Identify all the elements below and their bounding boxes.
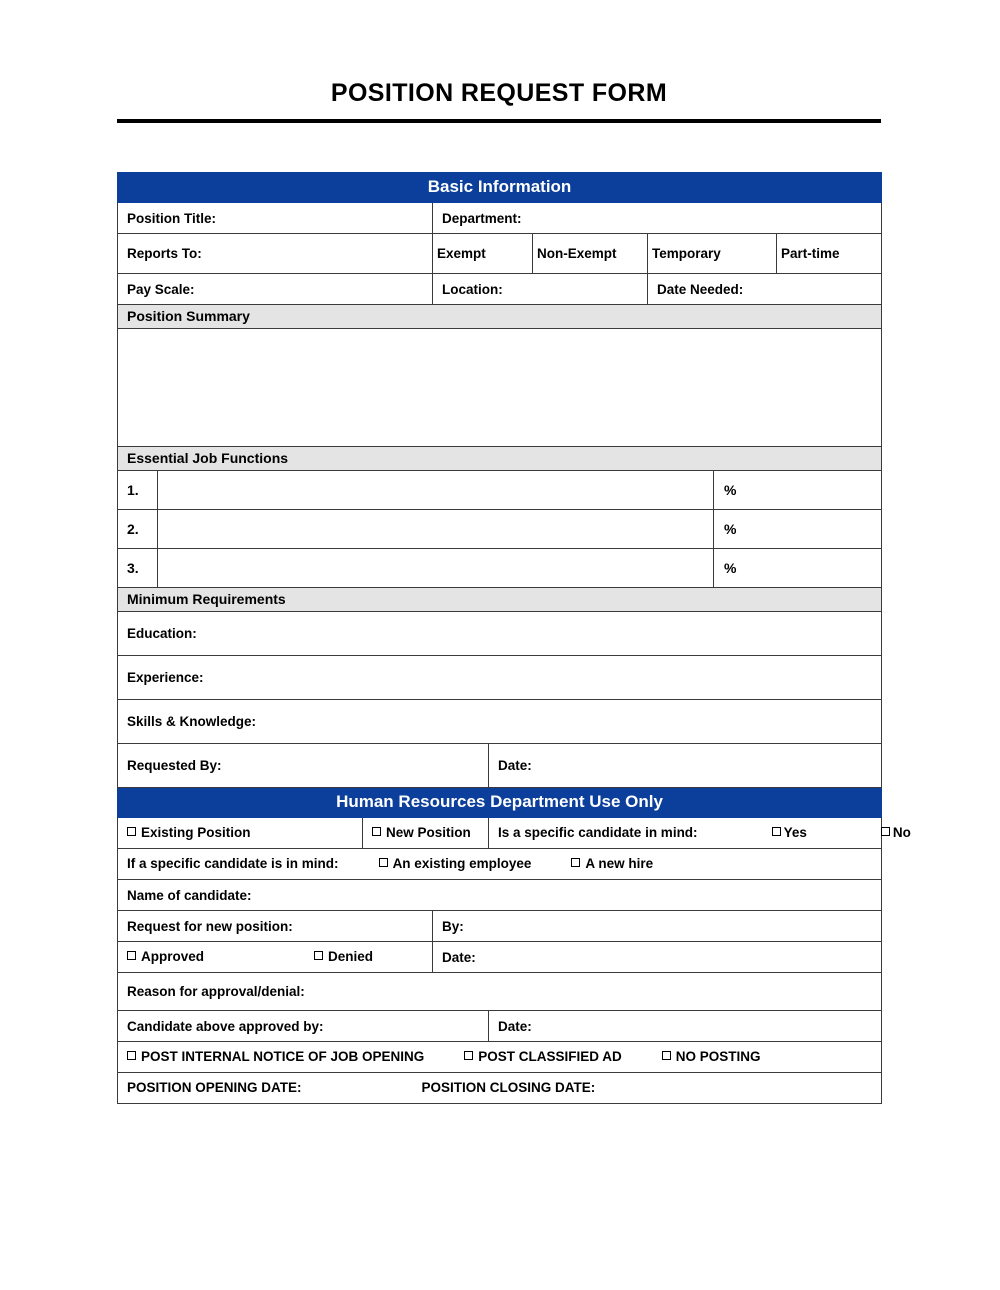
department-label: Department: bbox=[442, 210, 522, 226]
reports-to-label: Reports To: bbox=[127, 246, 202, 261]
checkbox-icon[interactable] bbox=[127, 827, 136, 836]
education-cell[interactable] bbox=[118, 612, 882, 656]
position-summary-header-row bbox=[118, 305, 882, 329]
position-closing-date-label: POSITION CLOSING DATE: bbox=[421, 1080, 596, 1095]
experience-cell[interactable] bbox=[118, 656, 882, 700]
position-request-form-table bbox=[117, 172, 911, 1104]
position-summary-header-label: Position Summary bbox=[127, 308, 250, 324]
existing-position-cell[interactable] bbox=[118, 818, 363, 849]
reason-label: Reason for approval/denial: bbox=[127, 984, 305, 999]
pay-scale-label: Pay Scale: bbox=[127, 281, 195, 297]
name-of-candidate-label: Name of candidate: bbox=[127, 887, 252, 903]
date-needed-cell[interactable] bbox=[648, 274, 882, 305]
candidate-source-row bbox=[118, 849, 882, 880]
requested-by-row bbox=[118, 744, 882, 788]
essential-job-functions-header-row bbox=[118, 447, 882, 471]
exempt-label: Exempt bbox=[437, 246, 486, 261]
post-classified-label: POST CLASSIFIED AD bbox=[478, 1049, 622, 1064]
date-needed-label: Date Needed: bbox=[657, 281, 744, 297]
request-for-new-position-cell[interactable] bbox=[118, 911, 433, 942]
hr-use-only-header-label: Human Resources Department Use Only bbox=[336, 792, 663, 811]
pay-scale-row bbox=[118, 274, 882, 305]
part-time-cell[interactable] bbox=[777, 234, 882, 274]
specific-candidate-no-label: No bbox=[892, 825, 911, 840]
existing-employee-label: An existing employee bbox=[392, 856, 532, 871]
location-label: Location: bbox=[442, 281, 503, 297]
job-function-row bbox=[118, 549, 882, 588]
job-function-percent: % bbox=[724, 482, 737, 498]
education-label: Education: bbox=[127, 626, 197, 641]
request-by-label: By: bbox=[442, 918, 464, 934]
reason-cell[interactable] bbox=[118, 973, 882, 1011]
checkbox-icon[interactable] bbox=[314, 951, 323, 960]
job-function-percent-cell[interactable] bbox=[714, 549, 882, 588]
candidate-approved-by-cell[interactable] bbox=[118, 1011, 489, 1042]
posting-dates-cell[interactable] bbox=[118, 1073, 882, 1104]
job-function-percent: % bbox=[724, 521, 737, 537]
job-function-row bbox=[118, 510, 882, 549]
specific-candidate-group bbox=[489, 820, 911, 846]
experience-label: Experience: bbox=[127, 670, 204, 685]
position-opening-date-label: POSITION OPENING DATE: bbox=[127, 1080, 302, 1095]
posting-dates-row bbox=[118, 1073, 882, 1104]
approved-label: Approved bbox=[141, 949, 205, 964]
job-function-text-cell[interactable] bbox=[158, 510, 714, 549]
basic-information-header-row bbox=[118, 173, 882, 203]
job-function-percent-cell[interactable] bbox=[714, 471, 882, 510]
checkbox-icon[interactable] bbox=[127, 1051, 136, 1060]
requested-by-cell[interactable] bbox=[118, 744, 489, 788]
position-summary-input-area[interactable] bbox=[118, 329, 882, 447]
checkbox-icon[interactable] bbox=[379, 858, 388, 867]
specific-candidate-yes-label: Yes bbox=[783, 825, 807, 840]
minimum-requirements-header-label: Minimum Requirements bbox=[127, 591, 286, 607]
posting-options-row bbox=[118, 1042, 882, 1073]
request-for-new-position-label: Request for new position: bbox=[127, 918, 293, 934]
posting-options-cell[interactable] bbox=[118, 1042, 882, 1073]
requested-date-label: Date: bbox=[498, 758, 532, 773]
non-exempt-label: Non-Exempt bbox=[537, 246, 617, 261]
posting-options-group bbox=[118, 1044, 881, 1070]
checkbox-icon[interactable] bbox=[127, 951, 136, 960]
experience-row bbox=[118, 656, 882, 700]
new-position-cell[interactable] bbox=[363, 818, 489, 849]
new-position-label: New Position bbox=[386, 825, 471, 840]
location-cell[interactable] bbox=[433, 274, 648, 305]
checkbox-icon[interactable] bbox=[464, 1051, 473, 1060]
approval-options-group bbox=[118, 944, 432, 970]
checkbox-icon[interactable] bbox=[772, 827, 781, 836]
approval-decision-row bbox=[118, 942, 882, 973]
name-of-candidate-row bbox=[118, 880, 882, 911]
new-hire-label: A new hire bbox=[585, 856, 654, 871]
specific-candidate-cell[interactable] bbox=[489, 818, 911, 849]
temporary-cell[interactable] bbox=[648, 234, 777, 274]
candidate-approved-date-cell[interactable] bbox=[489, 1011, 882, 1042]
checkbox-icon[interactable] bbox=[881, 827, 890, 836]
job-function-number-cell bbox=[118, 549, 158, 588]
basic-information-header-label: Basic Information bbox=[427, 177, 572, 196]
existing-position-option[interactable] bbox=[118, 820, 362, 846]
position-title-label: Position Title: bbox=[127, 210, 217, 226]
job-function-percent: % bbox=[724, 560, 737, 576]
candidate-approved-by-label: Candidate above approved by: bbox=[127, 1018, 324, 1034]
decision-date-cell[interactable] bbox=[433, 942, 882, 973]
job-function-percent-cell[interactable] bbox=[714, 510, 882, 549]
skills-knowledge-row bbox=[118, 700, 882, 744]
post-internal-label: POST INTERNAL NOTICE OF JOB OPENING bbox=[141, 1049, 425, 1064]
candidate-source-group bbox=[118, 851, 881, 877]
part-time-label: Part-time bbox=[781, 246, 840, 261]
job-function-number: 2. bbox=[127, 521, 139, 537]
position-type-row bbox=[118, 818, 882, 849]
approval-options-cell[interactable] bbox=[118, 942, 433, 973]
reports-to-cell[interactable] bbox=[118, 234, 433, 274]
hr-use-only-header-row bbox=[118, 788, 882, 818]
exempt-cell[interactable] bbox=[433, 234, 533, 274]
title-divider bbox=[117, 119, 881, 123]
essential-job-functions-header-cell bbox=[118, 447, 882, 471]
request-by-cell[interactable] bbox=[433, 911, 882, 942]
minimum-requirements-header-cell bbox=[118, 588, 882, 612]
skills-knowledge-cell[interactable] bbox=[118, 700, 882, 744]
position-title-cell[interactable] bbox=[118, 203, 433, 234]
requested-date-cell[interactable] bbox=[489, 744, 882, 788]
name-of-candidate-cell[interactable] bbox=[118, 880, 882, 911]
position-title-row bbox=[118, 203, 882, 234]
checkbox-icon[interactable] bbox=[571, 858, 580, 867]
job-function-number: 3. bbox=[127, 560, 139, 576]
decision-date-label: Date: bbox=[442, 949, 476, 965]
temporary-label: Temporary bbox=[652, 246, 721, 261]
job-function-row bbox=[118, 471, 882, 510]
candidate-approved-by-row bbox=[118, 1011, 882, 1042]
education-row bbox=[118, 612, 882, 656]
job-function-number-cell bbox=[118, 471, 158, 510]
job-function-number-cell bbox=[118, 510, 158, 549]
essential-job-functions-header-label: Essential Job Functions bbox=[127, 450, 289, 466]
pay-scale-cell[interactable] bbox=[118, 274, 433, 305]
candidate-approved-date-label: Date: bbox=[498, 1018, 532, 1034]
if-specific-candidate-label: If a specific candidate is in mind: bbox=[127, 856, 339, 871]
existing-position-label: Existing Position bbox=[141, 825, 251, 840]
position-summary-row bbox=[118, 329, 882, 447]
basic-information-header-cell bbox=[118, 173, 882, 203]
specific-candidate-question: Is a specific candidate in mind: bbox=[498, 825, 698, 840]
department-cell[interactable] bbox=[433, 203, 882, 234]
non-exempt-cell[interactable] bbox=[533, 234, 648, 274]
posting-dates-group bbox=[118, 1075, 881, 1101]
job-function-text-cell[interactable] bbox=[158, 549, 714, 588]
minimum-requirements-header-row bbox=[118, 588, 882, 612]
requested-by-label: Requested By: bbox=[127, 758, 222, 773]
reports-to-row bbox=[118, 234, 882, 274]
position-summary-header-cell bbox=[118, 305, 882, 329]
job-function-text-cell[interactable] bbox=[158, 471, 714, 510]
request-for-new-position-row bbox=[118, 911, 882, 942]
page-title: POSITION REQUEST FORM bbox=[330, 79, 668, 107]
no-posting-label: NO POSTING bbox=[675, 1049, 761, 1064]
checkbox-icon[interactable] bbox=[372, 827, 381, 836]
candidate-source-cell[interactable] bbox=[118, 849, 882, 880]
new-position-option[interactable] bbox=[363, 820, 488, 846]
hr-use-only-header-cell bbox=[118, 788, 882, 818]
checkbox-icon[interactable] bbox=[662, 1051, 671, 1060]
denied-label: Denied bbox=[328, 949, 374, 964]
reason-row bbox=[118, 973, 882, 1011]
job-function-number: 1. bbox=[127, 482, 139, 498]
skills-knowledge-label: Skills & Knowledge: bbox=[127, 714, 257, 729]
